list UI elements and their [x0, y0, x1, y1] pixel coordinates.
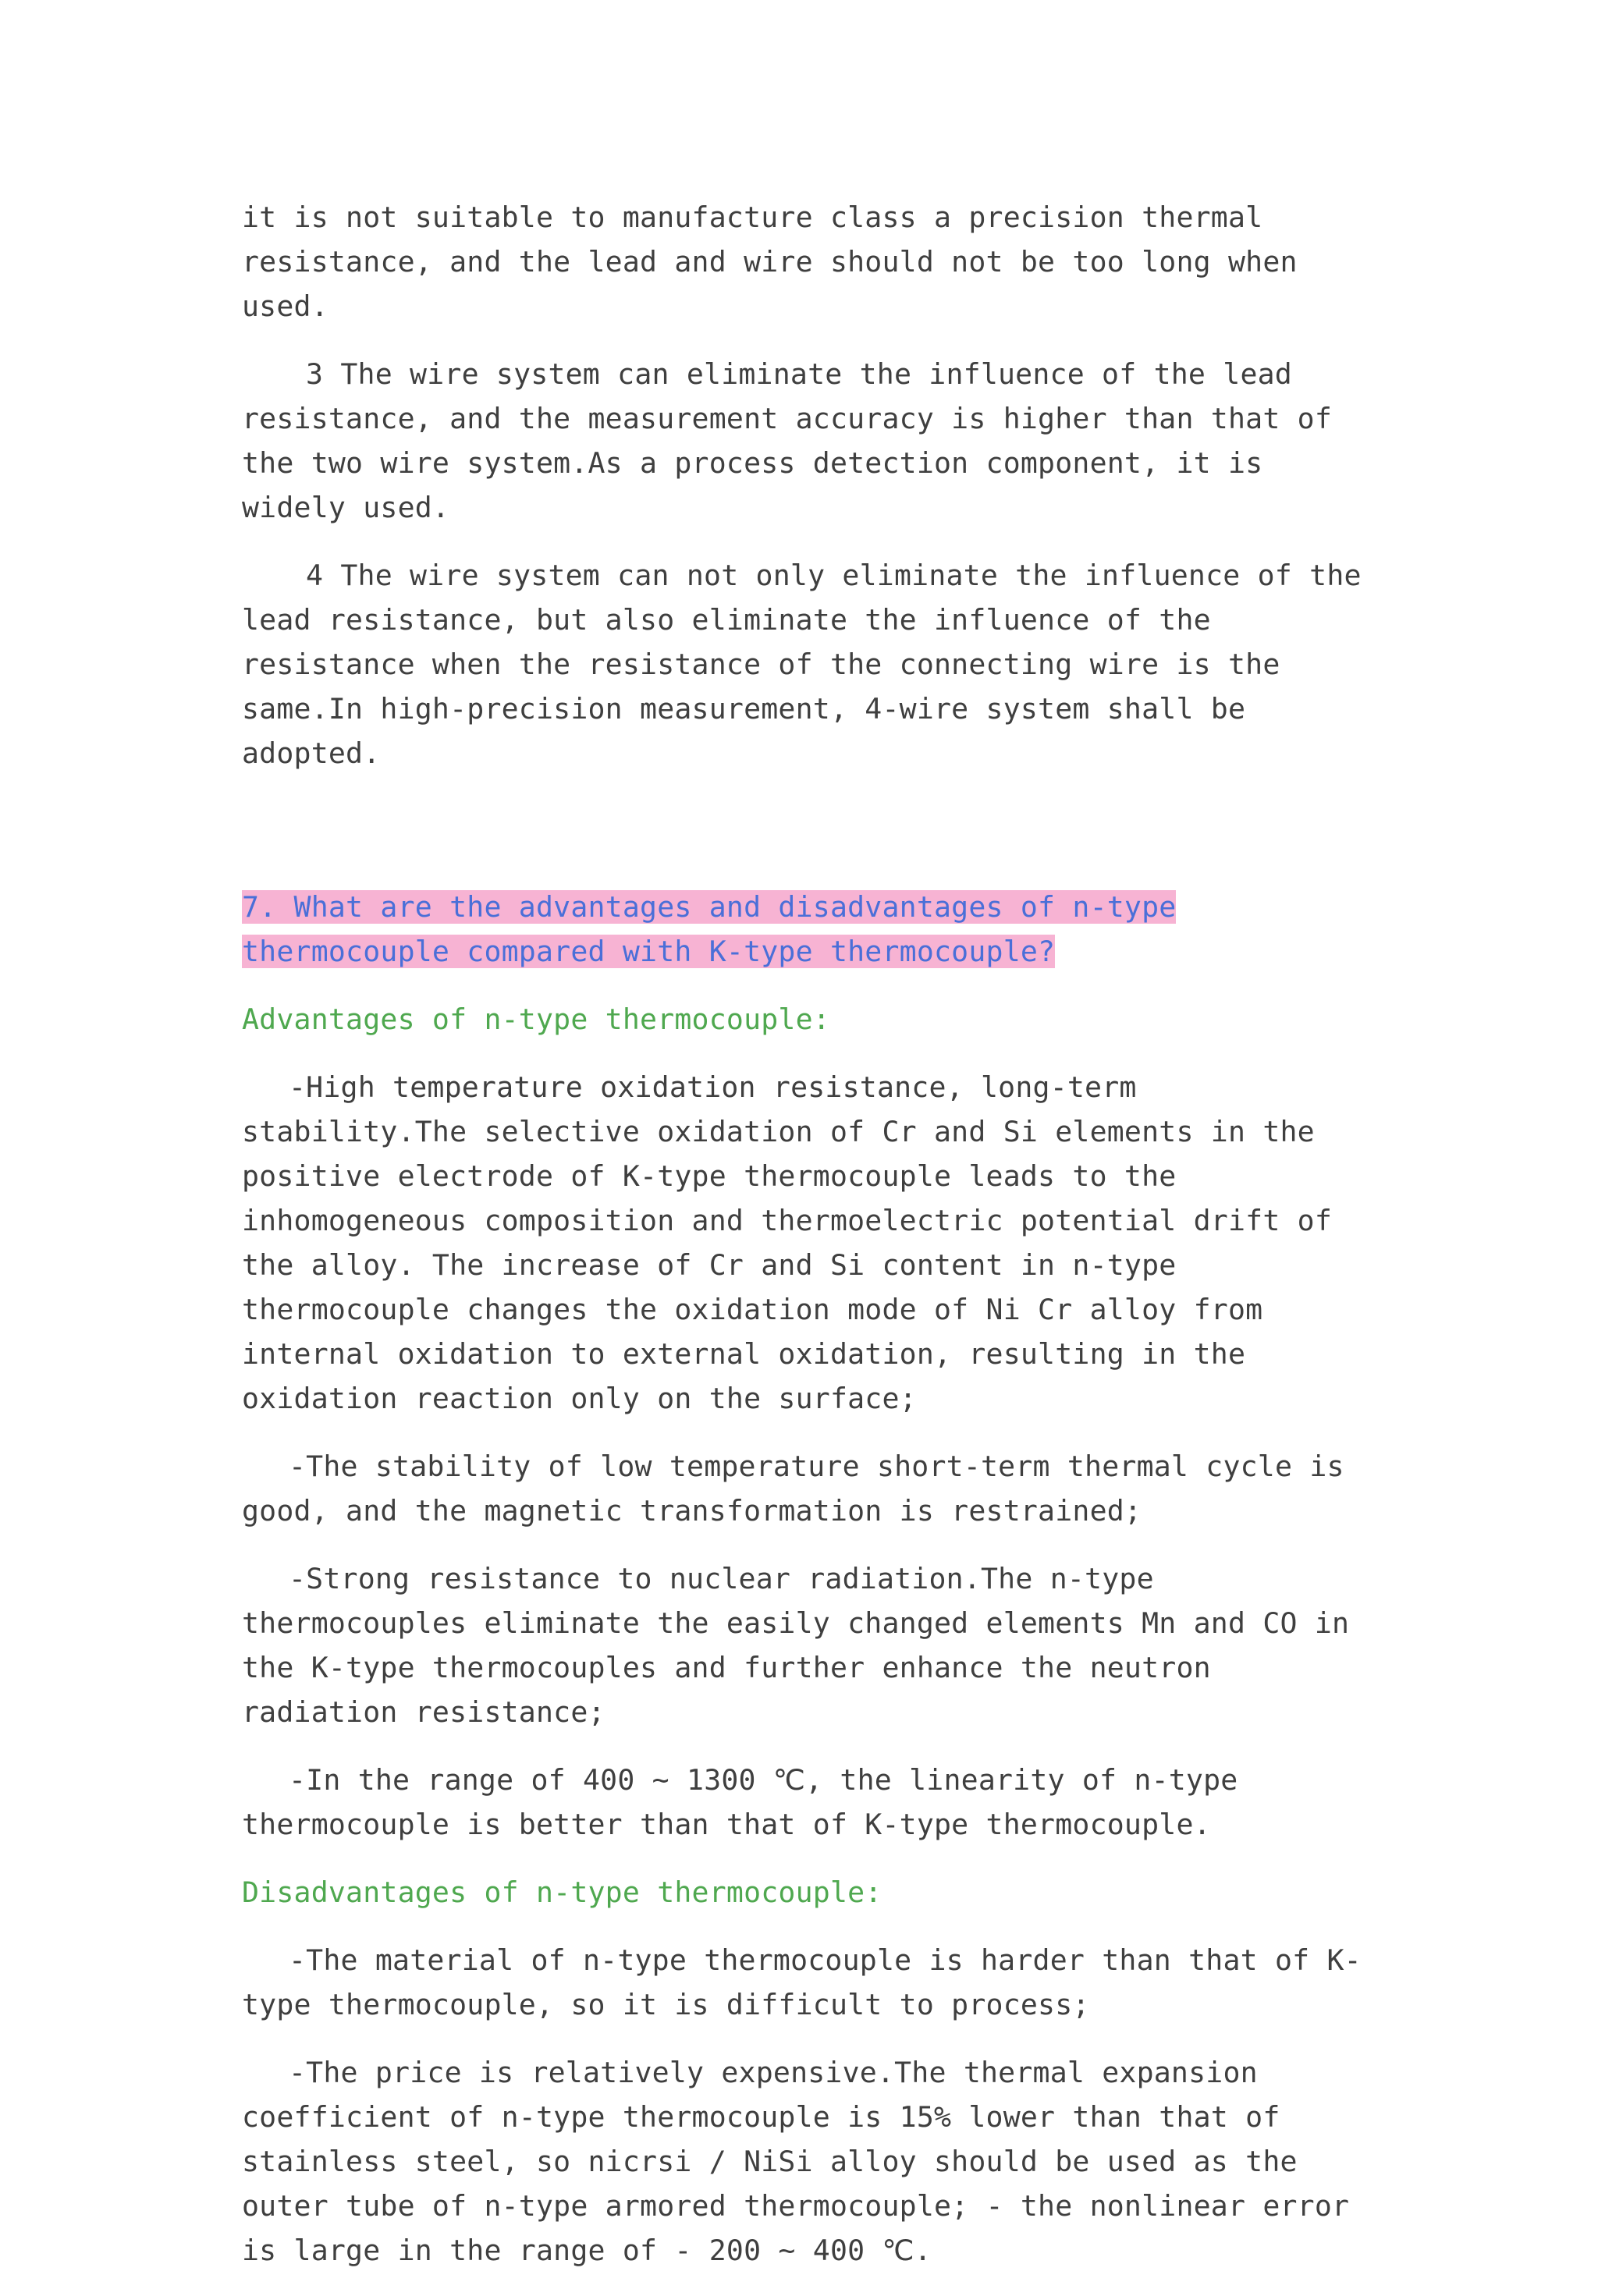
advantages-heading: Advantages of n-type thermocouple:: [242, 1003, 830, 1036]
advantage-item: -High temperature oxidation resistance, long-term stability.The selective oxidation of Cr and Si elements in the positive electrode of K-type thermocouple leads to the inhomogeneous composition and thermoelectric potential drift of the alloy. The increase of Cr and Si content in n-type thermocouple changes the oxidation mode of Ni Cr alloy from internal oxidation to external oxidation, resulting in the oxidation reaction only on the surface;: [242, 1070, 1350, 1415]
advantage-item: -In the range of 400 ~ 1300 ℃, the linearity of n-type thermocouple is better than that of K-type thermocouple.: [242, 1763, 1255, 1841]
advantage-item: -Strong resistance to nuclear radiation.The n-type thermocouples eliminate the easily changed elements Mn and CO in the K-type thermocouples and further enhance the neutron radiation resistance;: [242, 1562, 1367, 1729]
disadvantage-item: -The material of n-type thermocouple is harder than that of K-type thermocouple, so it is difficult to process;: [242, 1943, 1362, 2021]
paragraph-two-wire-limitations: it is not suitable to manufacture class a precision thermal resistance, and the lead and wire should not be too long when used.: [242, 201, 1315, 323]
paragraph-three-wire-system: 3 The wire system can eliminate the influence of the lead resistance, and the measurement accuracy is higher than that of the two wire system.As a process detection component, it is widely used.: [242, 357, 1350, 524]
paragraph-four-wire-system: 4 The wire system can not only eliminate the influence of the lead resistance, but also eliminate the influence of the resistance when the resistance of the connecting wire is the same.In high-precision measurement, 4-wire system shall be adopted.: [242, 559, 1379, 770]
document-body: [242, 195, 1379, 2296]
question-heading: [242, 885, 1373, 974]
question-highlight: 7. What are the advantages and disadvantages of n-type thermocouple compared with K-type thermocouple?: [242, 890, 1177, 968]
advantage-item: -The stability of low temperature short-term thermal cycle is good, and the magnetic transformation is restrained;: [242, 1450, 1362, 1528]
disadvantage-item: -The price is relatively expensive.The thermal expansion coefficient of n-type thermocouple is 15% lower than that of stainless steel, so nicrsi / NiSi alloy should be used as the outer tube of n-type armored thermocouple; - the nonlinear error is large in the range of - 200 ~ 400 ℃.: [242, 2056, 1367, 2267]
disadvantages-heading: Disadvantages of n-type thermocouple:: [242, 1875, 882, 1909]
